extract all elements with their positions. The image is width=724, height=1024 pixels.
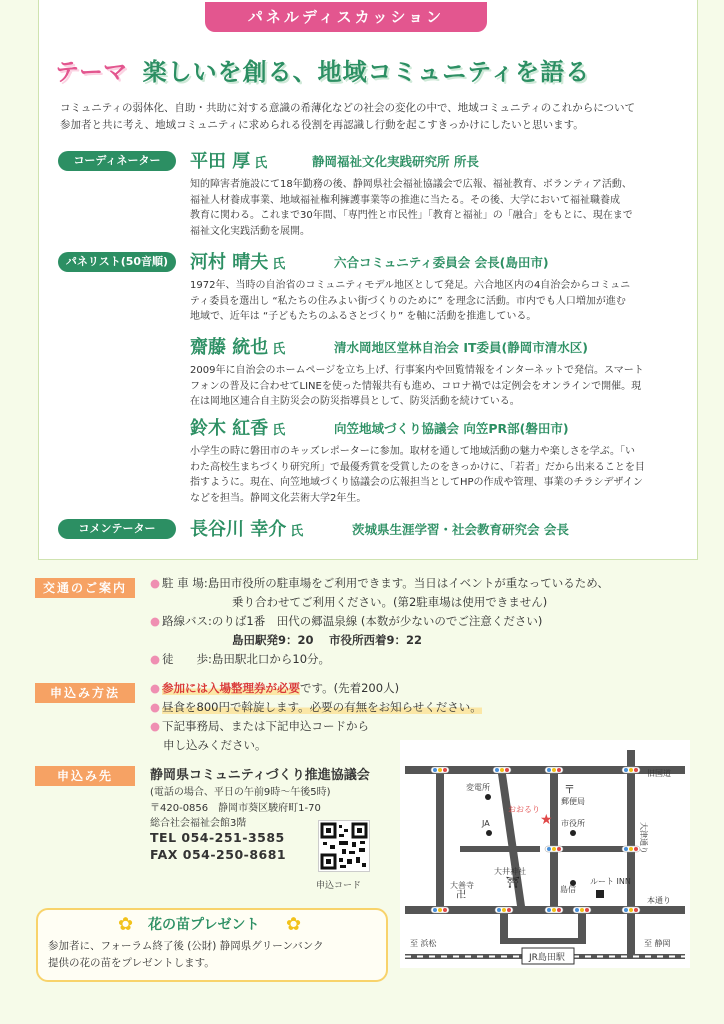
map-label-route-inn: ルート INN: [590, 877, 631, 886]
person-org: 六合コミュニティ委員会 会長(島田市): [334, 255, 549, 270]
apply-label: 申込み方法: [35, 683, 135, 703]
panel-tab-label: パネルディスカッション: [205, 2, 487, 32]
bus-text: のりば1番 田代の郷温泉線 (本数が少ないのでご注意ください): [211, 614, 543, 628]
map-label-venue: おおるり: [508, 805, 540, 814]
contact-hours: (電話の場合、平日の午前9時～午後5時): [150, 787, 331, 798]
parking-line-2: 乗り合わせてご利用ください。(第2駐車場は使用できません): [232, 595, 548, 609]
road-side-east: [560, 846, 624, 852]
bullet-icon: ●: [150, 652, 161, 666]
person-org: 茨城県生涯学習・社会教育研究会 会長: [352, 522, 569, 537]
walk-text: 島田駅北口から10分。: [211, 652, 331, 666]
road-otsu: [627, 750, 635, 958]
desc-line: 1972年、当時の自治省のコミュニティモデル地区として発足。六合地区内の4自治会からコミュニ: [190, 280, 631, 291]
road-vertical-west: [436, 766, 444, 914]
person-name-text: 平田 厚: [190, 151, 251, 172]
map-label-ja: JA: [482, 819, 490, 828]
honorific: 氏: [272, 257, 286, 272]
venue-star-icon: ★: [540, 812, 553, 828]
temple-icon: 卍: [456, 890, 466, 901]
map-label-henden: 変電所: [466, 783, 490, 792]
desc-line: 指すように。現在、向笠地域づくり協議会の広報担当としてHPの作成や管理、事業のチラシデザイン: [190, 477, 643, 488]
road-vertical-mid: [550, 766, 558, 914]
panelist-badge: パネリスト(50音順): [58, 252, 176, 272]
desc-line: 2009年に自治会のホームページを立ち上げ、行事案内や回覧情報をインターネットで発信。スマート: [190, 365, 644, 376]
intro-line: コミュニティの弱体化、自助・共助に対する意識の希薄化などの社会の変化の中で、地域コミュニティのこれからについて: [60, 102, 635, 114]
person-name: [190, 248, 285, 274]
map-label-otsu: 大津通り: [639, 822, 648, 854]
desc-line: フォンの普及に合わせてLINEを使った情報共有も進め、コロナ禍では定例会をオンラインで開催。現: [190, 380, 642, 392]
person-name-text: 長谷川 幸介: [190, 519, 287, 540]
map-label-oi-shrine: 大井神社: [494, 867, 526, 876]
ticket-required: 参加には入場整理券が必要: [162, 681, 301, 695]
person-name: [190, 515, 303, 541]
honorific: 氏: [290, 524, 304, 539]
desc-line: 地域で、近年は “子どもたちのふるさとづくり” を軸に活動を推進している。: [190, 311, 537, 322]
post-office-icon: 〒: [564, 783, 575, 796]
contact-label: 申込み先: [35, 766, 135, 786]
contact-tel: TEL 054-251-3585: [150, 830, 285, 845]
person-name-text: 齋藤 統也: [190, 337, 269, 358]
person-name: [190, 414, 285, 440]
flower-icon: ✿: [286, 914, 302, 935]
map-label-old-road: 旧国道: [647, 769, 671, 778]
bullet-icon: ●: [150, 700, 161, 714]
theme-tag: テーマ: [55, 58, 127, 86]
apply-text: です。(先着200人): [300, 681, 400, 695]
bus-line: [150, 613, 542, 629]
qr-code-icon: [319, 821, 369, 871]
flower-text: [48, 938, 378, 972]
apply-line: [150, 680, 399, 696]
contact-fax: FAX 054-250-8681: [150, 847, 287, 862]
qr-caption: 申込コード: [316, 881, 362, 891]
bullet-icon: ●: [150, 719, 161, 733]
honorific: 氏: [272, 423, 286, 438]
flower-icon: ✿: [118, 914, 134, 935]
coordinator-badge: コーディネーター: [58, 151, 176, 171]
honorific: 氏: [254, 156, 268, 171]
landmark-dot: [486, 830, 492, 836]
lunch-line: [150, 699, 482, 715]
desc-line: などを担当。静岡文化芸術大学2年生。: [190, 492, 367, 504]
flower-present-box: [36, 908, 388, 982]
intro-line: 参加者と共に考え、地域コミュニティに求められる役割を再認識し行動を起こすきっかけにしたいと思います。: [60, 119, 584, 131]
person-desc: [190, 177, 690, 239]
map-label-to-hamamatsu: 至 浜松: [410, 939, 437, 948]
contact-building: 総合社会福祉会館3階: [150, 818, 247, 829]
person-name-text: 鈴木 紅香: [190, 418, 269, 439]
desc-line: ティ委員を選出し “私たちの住みよい街づくりのために” を理念に活動。市内でも人口増加が進む: [190, 295, 626, 307]
hotel-marker: [596, 890, 604, 898]
contact-org: 静岡県コミュニティづくり推進協議会: [150, 768, 370, 783]
honorific: 氏: [272, 342, 286, 357]
landmark-dot: [485, 794, 491, 800]
desc-line: 教育に関わる。これまで30年間、「専門性と市民性」「教育と福祉」の「融合」をもとに、現在まで: [190, 210, 633, 221]
access-label: 交通のご案内: [35, 578, 135, 598]
map-label-to-shizuoka: 至 静岡: [644, 939, 671, 948]
bus-time: 島田駅発9：20 市役所西着9：22: [232, 633, 423, 647]
road-side: [460, 846, 540, 852]
map-label-shimada-bank: 島信: [560, 885, 576, 894]
access-map: [400, 740, 690, 968]
apply-method-line-2: 申し込みください。: [163, 738, 267, 752]
parking-key: 駐 車 場:: [162, 576, 208, 590]
desc-line: 福祉文化実践活動を展開。: [190, 225, 310, 237]
person-desc: [190, 278, 690, 325]
desc-line: 知的障害者施設にて18年勤務の後、静岡県社会福祉協議会で広報、福祉教育、ボランティア活動、: [190, 179, 632, 190]
person-org: 静岡福祉文化実践研究所 所長: [312, 154, 479, 169]
commentator-badge: コメンテーター: [58, 519, 176, 539]
bus-key: 路線バス:: [162, 614, 212, 628]
person-org: 清水岡地区堂林自治会 IT委員(静岡市清水区): [334, 340, 588, 355]
map-label-daizenji: 大善寺: [450, 881, 474, 890]
flower-line: 提供の花の苗をプレゼントします。: [48, 957, 215, 969]
bullet-icon: ●: [150, 614, 161, 628]
map-label-post: 郵便局: [561, 797, 585, 806]
flower-line: 参加者に、フォーラム終了後 (公財) 静岡県グリーンバンク: [48, 940, 324, 952]
walk-line: [150, 651, 330, 667]
qr-code[interactable]: [318, 820, 370, 872]
desc-line: わた高校生まちづくり研究所」で最優秀賞を受賞したのをきっかけに、「若者」だから出来ることを目: [190, 461, 645, 473]
flower-title: 花の苗プレゼント: [148, 917, 260, 933]
map-label-city-hall: 市役所: [561, 819, 585, 828]
map-label-hondori: 本通り: [647, 896, 671, 905]
landmark-dot: [570, 830, 576, 836]
parking-text: 島田市役所の駐車場をご利用できます。当日はイベントが重なっているため、: [207, 576, 609, 590]
theme-heading: [55, 52, 590, 92]
apply-method-line: [150, 718, 369, 734]
desc-line: 在は岡地区連合自主防災会の防災指導員として、防災活動を続けている。: [190, 396, 520, 407]
desc-line: 小学生の時に磐田市のキッズレポーターに参加。取材を通して地域活動の魅力や楽しさを学ぶ。「い: [190, 446, 635, 457]
person-org: 向笠地域づくり協議会 向笠PR部(磐田市): [334, 421, 569, 436]
desc-line: 福祉人材養成事業、地域福祉権利擁護事業等の推進に当たる。その後、大学において福祉職養成: [190, 194, 620, 206]
person-desc: [190, 444, 690, 506]
walk-key: 徒 歩:: [162, 652, 212, 666]
person-name: [190, 147, 267, 173]
apply-method-text: 下記事務局、または下記申込コードから: [162, 719, 370, 733]
map-label-station: JR島田駅: [529, 953, 565, 963]
person-desc: [190, 363, 690, 410]
bullet-icon: ●: [150, 576, 161, 590]
lunch-text: 昼食を800円で斡旋します。必要の有無をお知らせください。: [162, 700, 482, 714]
bullet-icon: ●: [150, 681, 161, 695]
contact-address: 〒420-0856 静岡市葵区駿府町1-70: [150, 803, 321, 814]
map-drawing: [400, 740, 690, 968]
person-name: [190, 333, 285, 359]
parking-line: [150, 575, 609, 591]
shrine-icon: ⛩: [506, 876, 520, 889]
person-name-text: 河村 晴夫: [190, 252, 269, 273]
intro-text: [60, 100, 680, 134]
theme-title: 楽しいを創る、地域コミュニティを語る: [142, 58, 591, 86]
